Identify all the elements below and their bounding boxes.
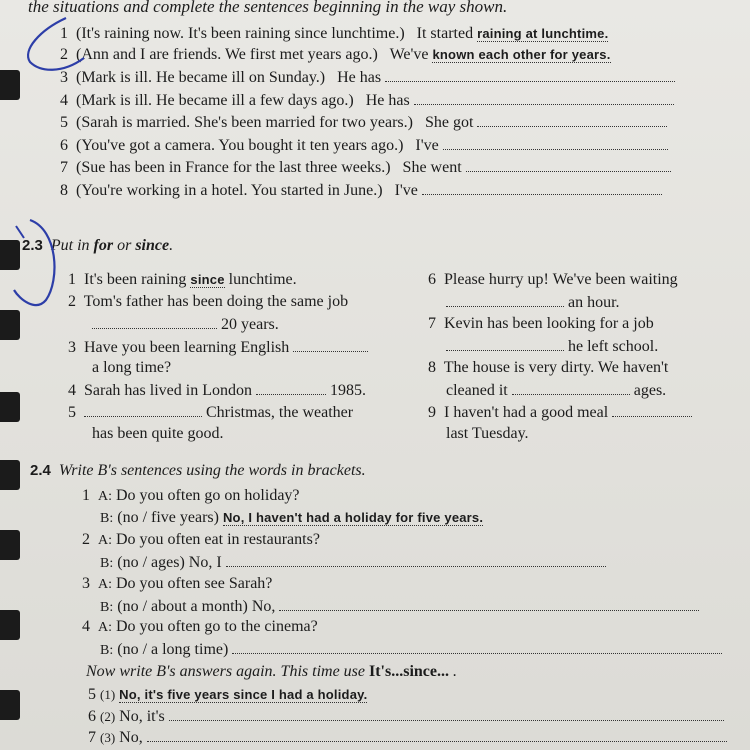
answer-handwritten: known each other for years.: [432, 47, 611, 62]
answer-blank[interactable]: [84, 402, 202, 417]
answer-blank[interactable]: [169, 706, 724, 721]
binding-hole: [0, 310, 20, 340]
answer-handwritten: raining at lunchtime.: [477, 26, 609, 41]
ex23-item-2-cont: 20 years.: [92, 314, 279, 335]
binding-hole: [0, 240, 20, 270]
ex21-item-7: 7 (Sue has been in France for the last three weeks.) She went: [60, 157, 671, 178]
answer-blank[interactable]: [512, 380, 630, 395]
ex24-item-5: 5 (1) No, it's five years since I had a holiday.: [88, 686, 368, 703]
ex21-item-4: 4 (Mark is ill. He became ill a few days ago.) He has: [60, 90, 674, 111]
ex23-item-3-cont: a long time?: [92, 359, 172, 376]
ex24-item-3-a: 3 A: Do you often see Sarah?: [82, 575, 273, 592]
ex24-now-instruction: Now write B's answers again. This time use It's...since... .: [86, 663, 457, 680]
ex23-item-7: 7 Kevin has been looking for a job: [428, 315, 654, 332]
ex21-item-6: 6 (You've got a camera. You bought it ten years ago.) I've: [60, 135, 668, 156]
binding-hole: [0, 392, 20, 422]
answer-blank[interactable]: [293, 337, 368, 352]
answer-blank[interactable]: [446, 292, 564, 307]
ex24-item-3-b: B: (no / about a month) No,: [100, 596, 699, 618]
binding-hole: [0, 690, 20, 720]
pen-circle-middle: [14, 220, 54, 305]
answer-blank[interactable]: [477, 112, 667, 127]
ex23-item-5: 5 Christmas, the weather: [68, 404, 354, 421]
answer-blank[interactable]: [279, 596, 699, 611]
ex24-item-1-b: B: (no / five years) No, I haven't had a holiday for five years.: [100, 509, 484, 526]
ex23-item-7-cont: he left school.: [446, 336, 658, 357]
binding-hole: [0, 610, 20, 640]
ex23-item-4: 4 Sarah has lived in London 1985.: [68, 382, 366, 399]
ex23-item-2: 2 Tom's father has been doing the same job: [68, 293, 349, 310]
answer-blank[interactable]: [92, 314, 217, 329]
ex23-item-8-cont: cleaned it ages.: [446, 382, 667, 399]
answer-blank[interactable]: [443, 135, 668, 150]
ex23-item-6-cont: an hour.: [446, 292, 620, 313]
answer-blank[interactable]: [422, 180, 662, 195]
ex23-header: 2.3 Put in for or since.: [22, 237, 174, 254]
exercise-instructions: the situations and complete the sentences beginning in the way shown.: [28, 0, 508, 16]
answer-handwritten: since: [190, 272, 225, 287]
answer-blank[interactable]: [256, 380, 326, 395]
answer-blank[interactable]: [414, 90, 674, 105]
ex23-item-1: 1 It's been raining since lunchtime.: [68, 271, 297, 288]
section-number: 2.4: [30, 462, 51, 479]
ex24-item-4-b: B: (no / a long time): [100, 639, 722, 661]
ex24-item-1-a: 1 A: Do you often go on holiday?: [82, 487, 300, 504]
ex21-item-1: 1 (It's raining now. It's been raining since lunchtime.) It started raining at lunchtime.: [60, 25, 609, 42]
answer-blank[interactable]: [446, 336, 564, 351]
ex23-item-5-cont: has been quite good.: [92, 425, 224, 442]
ex21-item-5: 5 (Sarah is married. She's been married for two years.) She got: [60, 112, 667, 133]
ex23-item-9-cont: last Tuesday.: [446, 425, 529, 442]
ex23-item-6: 6 Please hurry up! We've been waiting: [428, 271, 678, 288]
ex24-item-6: 6 (2) No, it's: [88, 706, 724, 727]
answer-handwritten: No, I haven't had a holiday for five years.: [222, 510, 484, 525]
ex24-item-4-a: 4 A: Do you often go to the cinema?: [82, 618, 318, 635]
binding-hole: [0, 70, 20, 100]
ex23-item-3: 3 Have you been learning English: [68, 337, 368, 358]
ex24-item-2-a: 2 A: Do you often eat in restaurants?: [82, 531, 320, 548]
answer-handwritten: No, it's five years since I had a holiday.: [119, 687, 368, 702]
ex23-item-9: 9 I haven't had a good meal: [428, 402, 692, 423]
answer-blank[interactable]: [612, 402, 692, 417]
ex24-item-2-b: B: (no / ages) No, I: [100, 552, 606, 574]
binding-hole: [0, 530, 20, 560]
section-number: 2.3: [22, 237, 43, 254]
ex21-item-3: 3 (Mark is ill. He became ill on Sunday.) He has: [60, 67, 675, 88]
ex24-item-7: 7 (3) No,: [88, 727, 727, 748]
answer-blank[interactable]: [385, 67, 675, 82]
ex24-header: 2.4 Write B's sentences using the words in brackets.: [30, 462, 366, 479]
answer-blank[interactable]: [226, 552, 606, 567]
answer-blank[interactable]: [147, 727, 727, 742]
ex21-item-2: 2 (Ann and I are friends. We first met years ago.) We've known each other for years.: [60, 46, 611, 63]
ex23-item-8: 8 The house is very dirty. We haven't: [428, 359, 669, 376]
answer-blank[interactable]: [232, 639, 722, 654]
answer-blank[interactable]: [466, 157, 671, 172]
ex21-item-8: 8 (You're working in a hotel. You started in June.) I've: [60, 180, 662, 201]
binding-hole: [0, 460, 20, 490]
